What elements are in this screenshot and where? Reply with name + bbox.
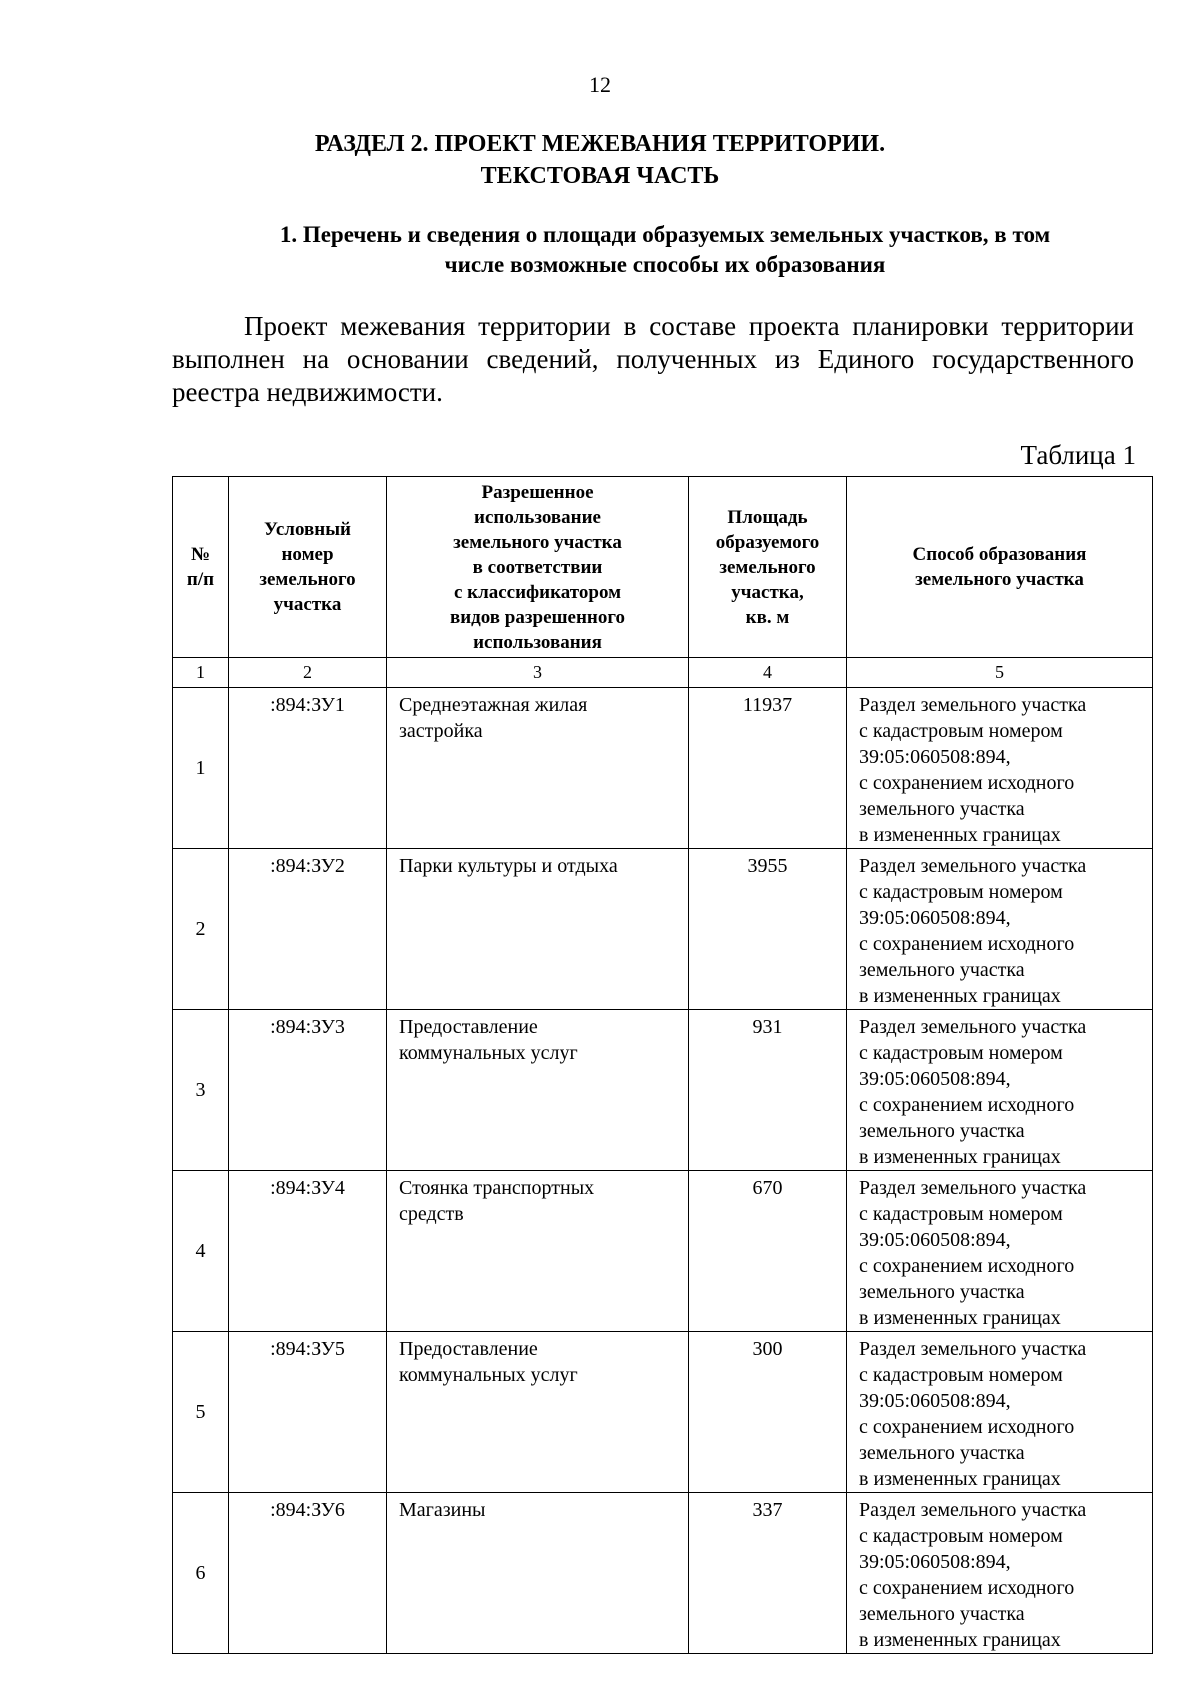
method-line: в измененных границах: [859, 1146, 1061, 1168]
cell-formation-method: [847, 849, 1153, 1010]
header-line: использование: [474, 506, 601, 528]
cell-area: 670: [689, 1171, 847, 1332]
header-line: земельного: [719, 556, 816, 578]
method-line: Раздел земельного участка: [859, 1499, 1087, 1521]
header-line: с классификатором: [453, 581, 622, 603]
use-line: застройка: [399, 720, 483, 742]
use-line: Стоянка транспортных: [399, 1177, 595, 1199]
table-row: [173, 849, 1153, 1010]
cell-plot-number: :894:ЗУ4: [229, 1171, 387, 1332]
cell-index: 2: [173, 849, 229, 1010]
header-line: в соответствии: [472, 556, 603, 578]
header-line: земельного: [259, 569, 356, 590]
cell-formation-method: [847, 1010, 1153, 1171]
land-plots-table: [172, 476, 1153, 1654]
method-line: 39:05:060508:894,: [859, 1229, 1011, 1251]
header-formation-method: [847, 477, 1153, 658]
method-line: Раздел земельного участка: [859, 1177, 1087, 1199]
column-number: 5: [847, 658, 1153, 688]
header-line: видов разрешенного: [449, 606, 626, 628]
header-line: п/п: [186, 569, 215, 590]
cell-plot-number: :894:ЗУ1: [229, 688, 387, 849]
cell-permitted-use: [387, 1171, 689, 1332]
use-line: средств: [399, 1203, 464, 1225]
cell-permitted-use: [387, 1493, 689, 1654]
cell-index: 6: [173, 1493, 229, 1654]
header-line: номер: [281, 544, 334, 565]
method-line: в измененных границах: [859, 1468, 1061, 1490]
cell-plot-number: :894:ЗУ6: [229, 1493, 387, 1654]
use-line: коммунальных услуг: [399, 1364, 578, 1386]
column-number-row: [173, 658, 1153, 688]
header-line: кв. м: [745, 606, 790, 628]
method-line: 39:05:060508:894,: [859, 1068, 1011, 1090]
header-line: земельного участка: [915, 569, 1084, 590]
header-line: Разрешенное: [481, 481, 594, 503]
header-line: Способ образования: [912, 544, 1087, 565]
method-line: с кадастровым номером: [859, 1042, 1063, 1064]
use-line: Предоставление: [399, 1338, 538, 1360]
header-line: использования: [473, 631, 602, 653]
cell-permitted-use: [387, 688, 689, 849]
section-title-line-1: РАЗДЕЛ 2. ПРОЕКТ МЕЖЕВАНИЯ ТЕРРИТОРИИ.: [314, 131, 886, 157]
header-area: [689, 477, 847, 658]
method-line: в измененных границах: [859, 824, 1061, 846]
cell-index: 3: [173, 1010, 229, 1171]
cell-area: 337: [689, 1493, 847, 1654]
column-number: 3: [387, 658, 689, 688]
use-line: Среднеэтажная жилая: [399, 694, 588, 716]
method-line: земельного участка: [859, 1603, 1025, 1625]
header-index: [173, 477, 229, 658]
cell-formation-method: [847, 1171, 1153, 1332]
cell-plot-number: :894:ЗУ2: [229, 849, 387, 1010]
use-line: Магазины: [399, 1499, 486, 1521]
cell-area: 931: [689, 1010, 847, 1171]
table-row: [173, 1010, 1153, 1171]
cell-plot-number: :894:ЗУ3: [229, 1010, 387, 1171]
method-line: в измененных границах: [859, 1629, 1061, 1651]
cell-plot-number: :894:ЗУ5: [229, 1332, 387, 1493]
method-line: 39:05:060508:894,: [859, 1390, 1011, 1412]
cell-index: 1: [173, 688, 229, 849]
method-line: в измененных границах: [859, 985, 1061, 1007]
header-line: №: [190, 544, 211, 565]
column-number: 1: [173, 658, 229, 688]
method-line: земельного участка: [859, 959, 1025, 981]
use-line: коммунальных услуг: [399, 1042, 578, 1064]
cell-area: 3955: [689, 849, 847, 1010]
method-line: с сохранением исходного: [859, 1094, 1075, 1116]
subsection-title: [200, 220, 1130, 280]
column-number: 2: [229, 658, 387, 688]
method-line: 39:05:060508:894,: [859, 1551, 1011, 1573]
cell-permitted-use: [387, 1010, 689, 1171]
method-line: земельного участка: [859, 1281, 1025, 1303]
subsection-title-line-1: 1. Перечень и сведения о площади образуемых земельных участков, в том: [279, 222, 1051, 247]
cell-index: 4: [173, 1171, 229, 1332]
method-line: 39:05:060508:894,: [859, 907, 1011, 929]
method-line: 39:05:060508:894,: [859, 746, 1011, 768]
cell-permitted-use: [387, 1332, 689, 1493]
header-line: земельного участка: [453, 531, 622, 553]
method-line: земельного участка: [859, 1120, 1025, 1142]
section-title: [0, 128, 1200, 192]
subsection-title-line-2: числе возможные способы их образования: [444, 252, 886, 277]
method-line: земельного участка: [859, 1442, 1025, 1464]
use-line: Парки культуры и отдыха: [399, 855, 618, 877]
header-plot-number: [229, 477, 387, 658]
method-line: с сохранением исходного: [859, 1577, 1075, 1599]
intro-paragraph: Проект межевания территории в составе проекта планировки территории выполнен на основании сведений, полученных из Единого государственного реестра недвижимости.: [172, 311, 1134, 407]
header-line: образуемого: [715, 531, 820, 553]
table-row: [173, 1493, 1153, 1654]
method-line: с сохранением исходного: [859, 1255, 1075, 1277]
cell-permitted-use: [387, 849, 689, 1010]
table-body: [173, 658, 1153, 1654]
method-line: Раздел земельного участка: [859, 855, 1087, 877]
header-line: участка,: [731, 581, 804, 603]
cell-formation-method: [847, 688, 1153, 849]
method-line: с кадастровым номером: [859, 1203, 1063, 1225]
method-line: Раздел земельного участка: [859, 694, 1087, 716]
column-number: 4: [689, 658, 847, 688]
header-line: Условный: [263, 519, 351, 540]
page-number: 12: [589, 72, 611, 97]
method-line: с кадастровым номером: [859, 1364, 1063, 1386]
cell-formation-method: [847, 1332, 1153, 1493]
cell-area: 11937: [689, 688, 847, 849]
method-line: с сохранением исходного: [859, 772, 1075, 794]
method-line: Раздел земельного участка: [859, 1016, 1087, 1038]
cell-index: 5: [173, 1332, 229, 1493]
table-row: [173, 1332, 1153, 1493]
method-line: с кадастровым номером: [859, 720, 1063, 742]
use-line: Предоставление: [399, 1016, 538, 1038]
table-row: [173, 1171, 1153, 1332]
header-permitted-use: [387, 477, 689, 658]
cell-formation-method: [847, 1493, 1153, 1654]
table-caption: Таблица 1: [1020, 440, 1136, 470]
section-title-line-2: ТЕКСТОВАЯ ЧАСТЬ: [480, 163, 720, 189]
method-line: Раздел земельного участка: [859, 1338, 1087, 1360]
table-header-row: [173, 477, 1153, 658]
method-line: с кадастровым номером: [859, 881, 1063, 903]
method-line: в измененных границах: [859, 1307, 1061, 1329]
method-line: с сохранением исходного: [859, 1416, 1075, 1438]
method-line: с сохранением исходного: [859, 933, 1075, 955]
header-line: Площадь: [727, 506, 808, 528]
method-line: с кадастровым номером: [859, 1525, 1063, 1547]
table-row: [173, 688, 1153, 849]
cell-area: 300: [689, 1332, 847, 1493]
header-line: участка: [273, 594, 342, 615]
method-line: земельного участка: [859, 798, 1025, 820]
